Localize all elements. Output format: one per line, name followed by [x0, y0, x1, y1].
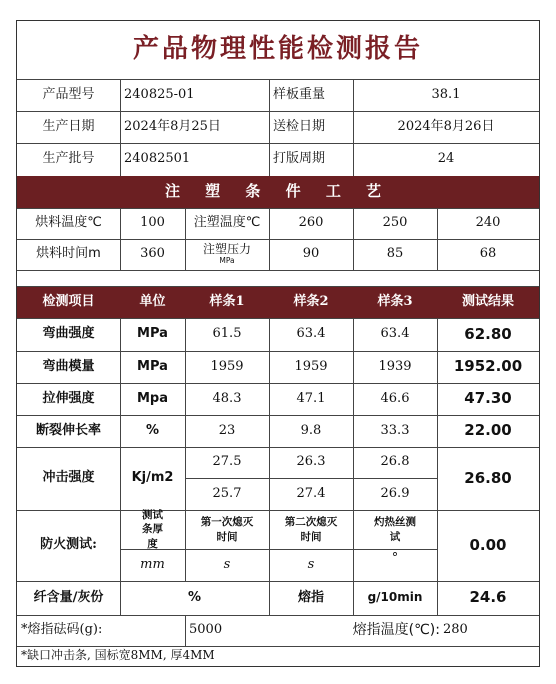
inj-temp-3: 240: [475, 215, 501, 231]
impact-r1-s3: 26.8: [380, 454, 410, 470]
melt-weight-label: *熔指砝码(g):: [21, 622, 103, 638]
melt-label: 熔指: [297, 589, 324, 605]
row-unit: MPa: [137, 358, 168, 374]
dry-time-label: 烘料时间m: [36, 246, 101, 262]
model-label: 产品型号: [42, 86, 95, 102]
inj-pressure-label: [185, 239, 269, 270]
row-s3: 46.6: [380, 390, 410, 406]
impact-item: 冲击强度: [42, 470, 95, 486]
fire-result: 0.00: [469, 535, 507, 554]
fire-u4: °: [391, 550, 399, 566]
cycle-value: 24: [437, 151, 455, 167]
row-item: 断裂伸长率: [35, 422, 101, 438]
row-s2: 9.8: [300, 422, 322, 438]
row-result: 62.80: [464, 324, 512, 343]
batch-value: 24082501: [124, 151, 191, 167]
th-sample2: 样条2: [293, 293, 329, 309]
weight-label: 样板重量: [273, 86, 326, 102]
melt-temp-label: 熔指温度(℃):: [352, 622, 440, 639]
inj-temp-label: 注塑温度℃: [193, 215, 261, 231]
fire-u1: mm: [140, 556, 165, 572]
footnote: *缺口冲击条, 国标宽8MM, 厚4MM: [21, 648, 215, 663]
fire-u3: s: [307, 556, 315, 572]
row-s1: 1959: [210, 358, 244, 374]
melt-weight-value: 5000: [189, 622, 223, 638]
row-result: 1952.00: [453, 357, 523, 376]
inj-pressure-1: 90: [302, 246, 320, 262]
row-unit: MPa: [137, 326, 168, 342]
inj-pressure-3: 68: [479, 246, 497, 262]
row-unit: Mpa: [136, 390, 168, 406]
prod-date-value: 2024年8月25日: [124, 118, 221, 134]
model-value: 240825-01: [124, 86, 195, 102]
impact-r2-s2: 27.4: [296, 485, 326, 501]
row-s2: 1959: [294, 358, 328, 374]
fire-h3-text: 第二次熄灭时间: [284, 516, 338, 543]
fire-item: 防火测试:: [40, 537, 97, 553]
row-s3: 1939: [378, 358, 412, 374]
row-item: 拉伸强度: [42, 390, 95, 406]
row-s3: 33.3: [380, 422, 410, 438]
dry-temp-value: 100: [140, 215, 165, 231]
row-result: 22.00: [464, 421, 512, 440]
dry-time-value: 360: [140, 246, 165, 262]
row-s2: 63.4: [296, 326, 326, 342]
th-unit: 单位: [139, 293, 166, 309]
report-sheet: [16, 20, 540, 667]
th-sample3: 样条3: [377, 293, 413, 309]
impact-r1-s1: 27.5: [212, 454, 242, 470]
row-s1: 48.3: [212, 390, 242, 406]
inj-temp-2: 250: [382, 215, 408, 231]
melt-value: 24.6: [469, 588, 507, 607]
row-s1: 23: [218, 422, 236, 438]
fire-h2-text: 第一次熄灭时间: [200, 516, 254, 543]
row-item: 弯曲模量: [42, 358, 95, 374]
inspect-date-value: 2024年8月26日: [397, 118, 495, 134]
inj-pressure-text: 注塑压力: [202, 242, 251, 257]
inspect-date-label: 送检日期: [273, 118, 326, 134]
row-s1: 61.5: [212, 326, 242, 342]
fire-h3: [269, 510, 353, 549]
melt-unit: g/10min: [367, 590, 423, 605]
process-header: 注 塑 条 件 工 艺: [164, 182, 392, 201]
weight-value: 38.1: [431, 86, 461, 102]
impact-r2-s1: 25.7: [212, 485, 242, 501]
th-item: 检测项目: [42, 293, 95, 309]
row-s3: 63.4: [380, 326, 410, 342]
fire-h1: [120, 510, 185, 549]
row-unit: %: [145, 422, 160, 438]
batch-label: 生产批号: [42, 151, 95, 167]
fiber-unit: %: [187, 589, 202, 605]
impact-result: 26.80: [464, 468, 512, 487]
impact-r1-s2: 26.3: [296, 454, 326, 470]
prod-date-label: 生产日期: [42, 118, 95, 134]
melt-temp-value: 280: [443, 622, 468, 638]
row-s2: 47.1: [296, 390, 326, 406]
fire-h1-text: 测试条厚度: [142, 509, 163, 550]
row-item: 弯曲强度: [42, 326, 95, 342]
dry-temp-label: 烘料温度℃: [35, 215, 102, 231]
row-result: 47.30: [464, 389, 512, 408]
fire-h4-text: 灼热丝测试: [374, 516, 416, 543]
inj-pressure-unit: MPa: [219, 256, 235, 266]
fiber-item: 纤含量/灰份: [33, 589, 104, 605]
th-result: 测试结果: [461, 293, 514, 309]
cycle-label: 打版周期: [273, 151, 326, 167]
impact-unit: Kj/m2: [131, 470, 174, 486]
impact-r2-s3: 26.9: [380, 485, 410, 501]
inj-pressure-2: 85: [386, 246, 404, 262]
fire-u2: s: [223, 556, 231, 572]
fire-h2: [185, 510, 269, 549]
th-sample1: 样条1: [209, 293, 245, 309]
inj-temp-1: 260: [298, 215, 324, 231]
report-title: 产品物理性能检测报告: [132, 34, 423, 65]
